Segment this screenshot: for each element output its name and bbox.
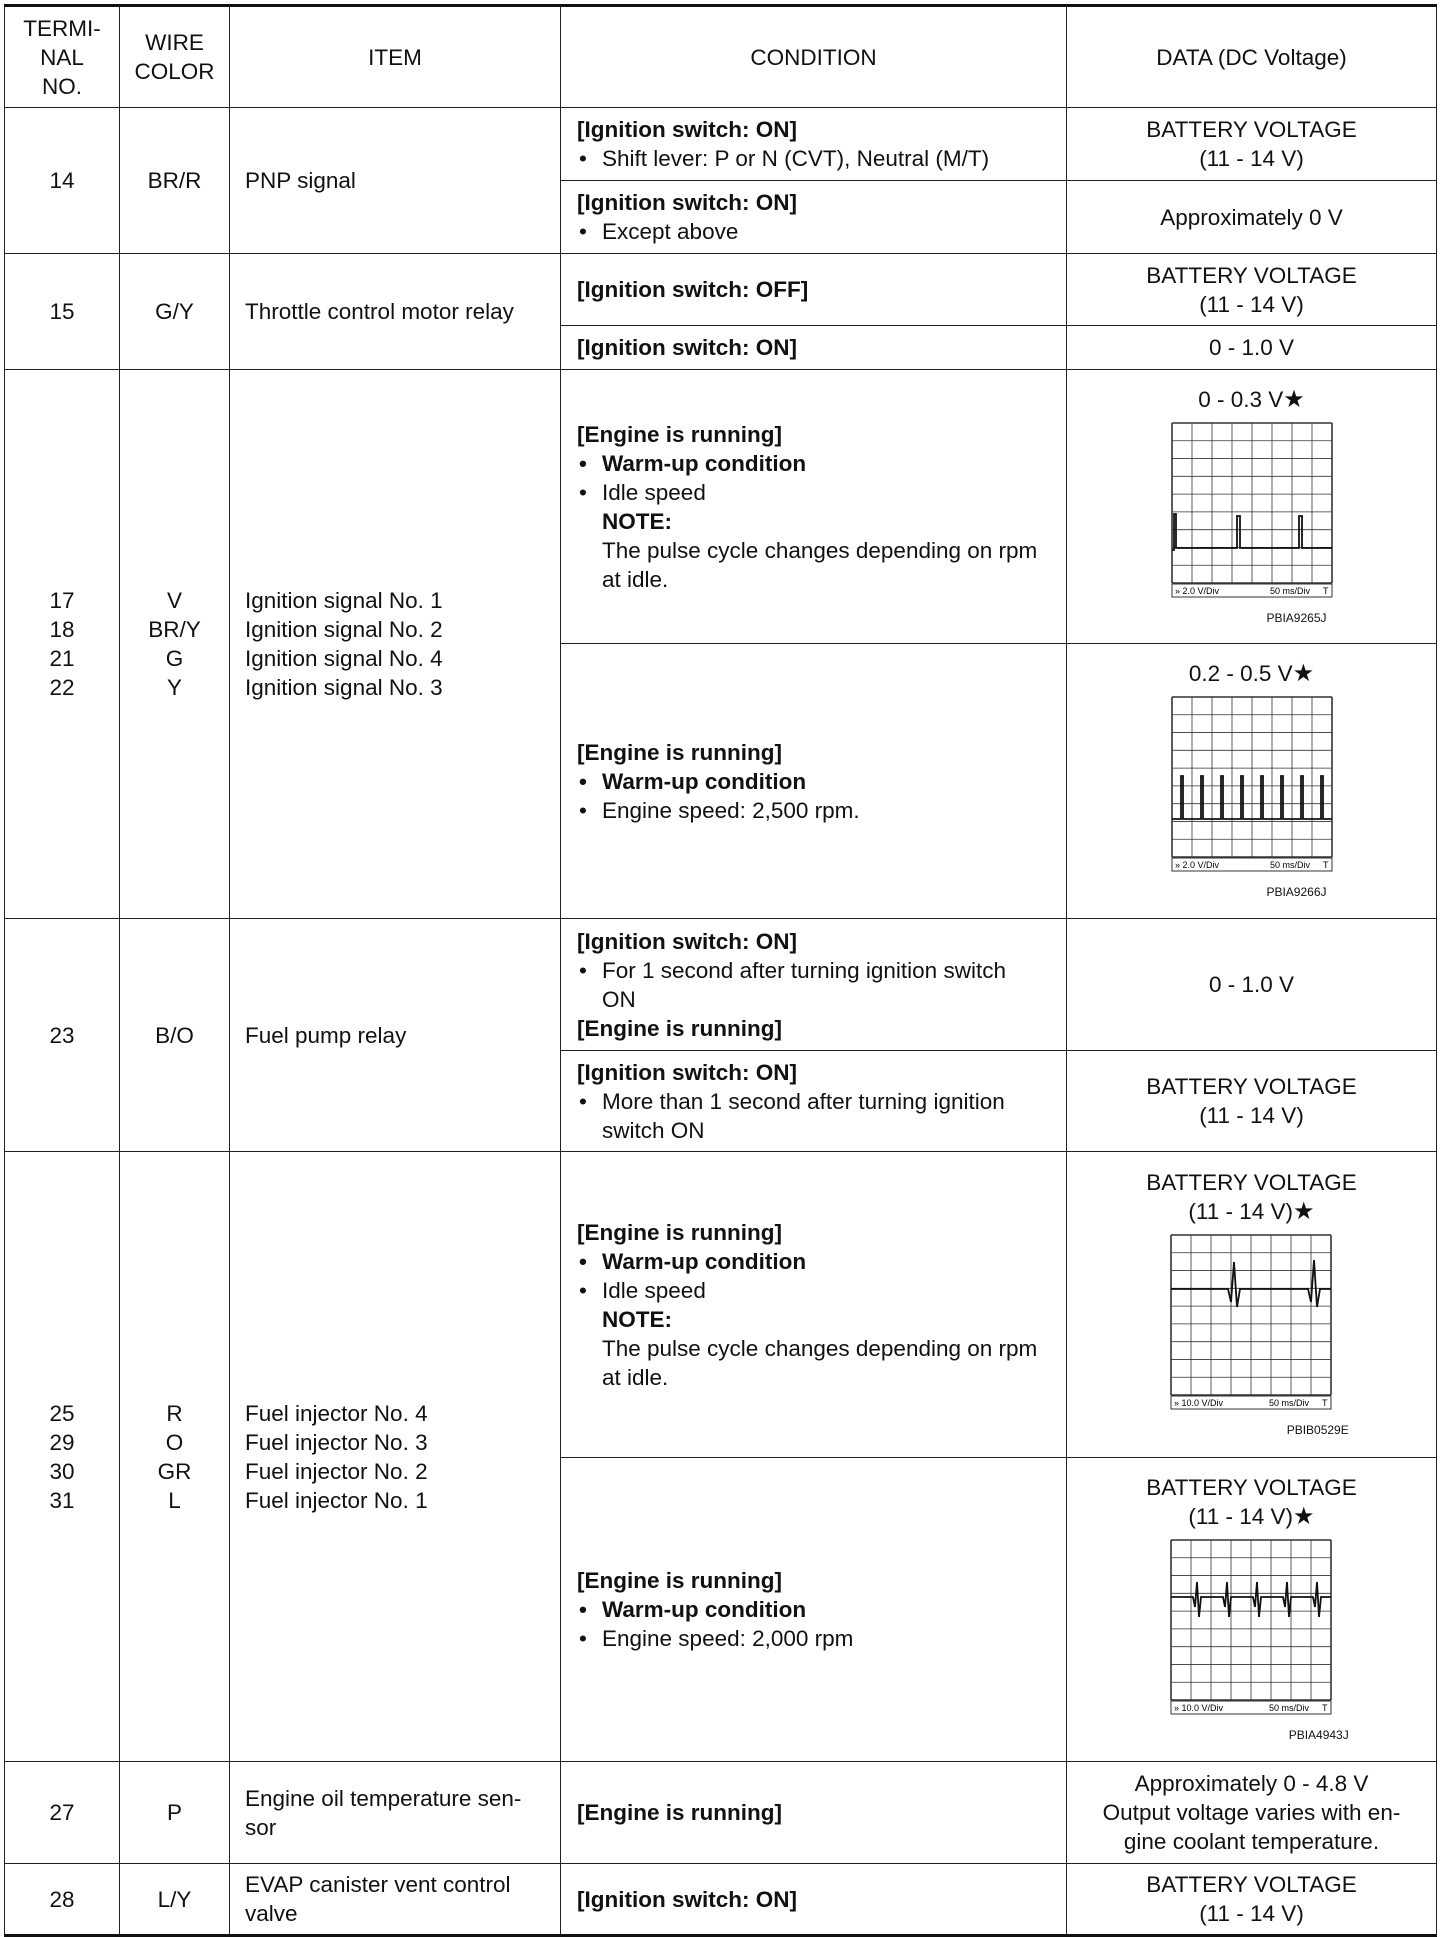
item-label: PNP signal xyxy=(230,108,561,254)
header-wire-l2: COLOR xyxy=(134,59,215,84)
terminal-no-line: 21 xyxy=(49,646,75,671)
scope-scale-volts: » 2.0 V/Div xyxy=(1174,860,1219,870)
condition-cell xyxy=(561,1152,1067,1458)
wire-color: B/O xyxy=(120,919,230,1152)
item-label: Fuel pump relay xyxy=(230,919,561,1152)
header-row xyxy=(5,6,1437,108)
scope-scale-volts: » 2.0 V/Div xyxy=(1174,585,1219,596)
item-line: Ignition signal No. 4 xyxy=(245,646,443,671)
waveform-figure xyxy=(1146,1473,1356,1742)
condition-bullet: • Warm-up condition xyxy=(577,1247,1066,1276)
figure-code: PBIA4943J xyxy=(1288,1728,1349,1742)
condition-heading: [Ignition switch: ON] xyxy=(577,190,797,215)
wire-color-line: V xyxy=(166,588,182,613)
table-row xyxy=(5,108,1437,181)
waveform-figure xyxy=(1146,1168,1356,1437)
condition-heading: [Engine is running] xyxy=(577,1568,782,1593)
data-line: BATTERY VOLTAGE xyxy=(1146,262,1357,288)
table-row xyxy=(5,370,1437,644)
data-cell xyxy=(1067,1762,1437,1864)
scope-grid xyxy=(1172,423,1332,583)
wire-color: L/Y xyxy=(120,1864,230,1936)
scope-trigger-mark: T xyxy=(1322,1398,1328,1408)
table-row xyxy=(5,1864,1437,1936)
terminal-no: 28 xyxy=(5,1864,120,1936)
waveform-title-text: 0.2 - 0.5 V xyxy=(1188,661,1293,686)
scope-grid xyxy=(1171,1540,1331,1700)
data-line: Output voltage varies with en- xyxy=(1102,1800,1401,1825)
terminal-no xyxy=(5,370,120,919)
figure-code: PBIA9266J xyxy=(1266,885,1327,899)
scope-trigger-mark: T xyxy=(1322,585,1328,596)
wire-color-line: L xyxy=(168,1487,181,1513)
condition-cell xyxy=(561,326,1067,370)
wire-color-line: BR/Y xyxy=(148,617,201,642)
condition-bullet: • For 1 second after turning ignition switch xyxy=(577,956,1066,985)
condition-heading: [Engine is running] xyxy=(577,739,782,765)
condition-cell xyxy=(561,1458,1067,1762)
header-terminal-l1: TERMI- xyxy=(23,15,101,41)
data-cell xyxy=(1067,1458,1437,1762)
data-cell: 0 - 1.0 V xyxy=(1067,919,1437,1051)
header-wire xyxy=(120,6,230,108)
scope-footer xyxy=(1171,1396,1331,1409)
header-terminal xyxy=(5,6,120,108)
waveform-title-text: 0 - 0.3 V xyxy=(1198,386,1284,412)
header-condition: CONDITION xyxy=(561,6,1067,108)
item-line: Engine oil temperature sen- xyxy=(245,1785,522,1811)
waveform-title-text: (11 - 14 V) xyxy=(1188,1199,1294,1224)
condition-cell xyxy=(561,1864,1067,1936)
note-text: at idle. xyxy=(602,1364,669,1390)
wire-color-line: O xyxy=(165,1429,184,1455)
data-line: (11 - 14 V) xyxy=(1199,146,1304,171)
condition-heading: [Engine is running] xyxy=(577,1800,782,1825)
condition-cell xyxy=(561,644,1067,919)
waveform-title-text: BATTERY VOLTAGE xyxy=(1146,1170,1357,1195)
header-data: DATA (DC Voltage) xyxy=(1067,6,1437,108)
scope-footer xyxy=(1171,1701,1331,1714)
table-row xyxy=(5,254,1437,326)
header-terminal-l3: NO. xyxy=(41,73,82,99)
condition-heading: [Ignition switch: OFF] xyxy=(577,277,809,302)
oscilloscope-waveform xyxy=(1168,1537,1334,1717)
item-label: Throttle control motor relay xyxy=(230,254,561,370)
terminal-no-line: 25 xyxy=(49,1400,75,1426)
note-label: NOTE: xyxy=(602,508,672,534)
scope-scale-time: 50 ms/Div xyxy=(1269,585,1310,596)
wire-color-line: GR xyxy=(157,1458,192,1484)
condition-bullet: • Shift lever: P or N (CVT), Neutral (M/T) xyxy=(577,144,1066,173)
data-cell xyxy=(1067,108,1437,181)
terminal-no-line: 18 xyxy=(49,617,75,642)
item-line: sor xyxy=(245,1814,277,1840)
item-line: Fuel injector No. 3 xyxy=(245,1429,428,1455)
scope-grid xyxy=(1171,1235,1331,1395)
item-label xyxy=(230,1762,561,1864)
waveform-figure xyxy=(1169,659,1335,899)
note-text: The pulse cycle changes depending on rpm xyxy=(602,537,1038,563)
wire-color-line: R xyxy=(166,1400,183,1426)
item-label xyxy=(230,370,561,919)
wire-color: BR/R xyxy=(120,108,230,254)
data-cell xyxy=(1067,370,1437,644)
condition-bullet-cont: switch ON xyxy=(602,1117,705,1143)
condition-bullet: • Warm-up condition xyxy=(577,449,1066,478)
data-line: (11 - 14 V) xyxy=(1199,291,1304,317)
terminal-no-line: 30 xyxy=(49,1458,75,1484)
terminal-data-table xyxy=(4,4,1437,1937)
data-cell xyxy=(1067,1864,1437,1936)
terminal-no-line: 22 xyxy=(49,675,75,700)
terminal-no: 15 xyxy=(5,254,120,370)
terminal-no: 23 xyxy=(5,919,120,1152)
condition-cell xyxy=(561,1051,1067,1152)
note-text: at idle. xyxy=(602,566,669,592)
condition-heading: [Engine is running] xyxy=(577,421,782,447)
condition-cell xyxy=(561,181,1067,254)
scope-scale-time: 50 ms/Div xyxy=(1269,1398,1310,1408)
black-star-icon: ★ xyxy=(1293,1503,1315,1530)
note-label: NOTE: xyxy=(602,1306,672,1332)
data-cell xyxy=(1067,1152,1437,1458)
header-terminal-l2: NAL xyxy=(40,44,84,70)
item-label xyxy=(230,1864,561,1936)
oscilloscope-waveform xyxy=(1168,1232,1334,1412)
condition-heading: [Ignition switch: ON] xyxy=(577,1886,797,1912)
item-line: Ignition signal No. 2 xyxy=(245,617,443,642)
waveform-title xyxy=(1146,1473,1356,1531)
scope-footer xyxy=(1172,584,1332,597)
figure-code: PBIA9265J xyxy=(1266,610,1327,625)
black-star-icon: ★ xyxy=(1292,660,1315,687)
scope-trigger-mark: T xyxy=(1322,860,1328,870)
terminal-no xyxy=(5,1152,120,1762)
item-line: Ignition signal No. 3 xyxy=(245,675,443,700)
condition-bullet: • Idle speed xyxy=(577,1276,1066,1305)
condition-bullet: • More than 1 second after turning ignition xyxy=(577,1087,1066,1116)
data-cell xyxy=(1067,644,1437,919)
condition-cell xyxy=(561,919,1067,1051)
note-text: The pulse cycle changes depending on rpm xyxy=(602,1335,1038,1361)
data-line: (11 - 14 V) xyxy=(1199,1901,1304,1926)
black-star-icon: ★ xyxy=(1293,1198,1315,1225)
condition-bullet: • Warm-up condition xyxy=(577,1595,1066,1624)
condition-bullet: • Engine speed: 2,500 rpm. xyxy=(577,796,1066,825)
wire-color: P xyxy=(120,1762,230,1864)
data-line: BATTERY VOLTAGE xyxy=(1146,1074,1357,1099)
table-row xyxy=(5,919,1437,1051)
waveform-figure xyxy=(1169,385,1335,625)
black-star-icon: ★ xyxy=(1283,385,1305,413)
data-cell xyxy=(1067,254,1437,326)
terminal-no-line: 31 xyxy=(49,1487,75,1513)
waveform-title xyxy=(1169,659,1335,688)
terminal-no-line: 29 xyxy=(49,1429,75,1455)
scope-trigger-mark: T xyxy=(1322,1703,1328,1713)
condition-bullet: • Except above xyxy=(577,217,1066,246)
oscilloscope-waveform xyxy=(1169,420,1335,600)
data-cell: 0 - 1.0 V xyxy=(1067,326,1437,370)
condition-cell xyxy=(561,254,1067,326)
item-label xyxy=(230,1152,561,1762)
table-row xyxy=(5,1152,1437,1458)
scope-grid xyxy=(1172,697,1332,857)
item-line: Fuel injector No. 4 xyxy=(245,1400,428,1426)
condition-heading: [Ignition switch: ON] xyxy=(577,335,797,360)
item-line: Ignition signal No. 1 xyxy=(245,588,443,613)
header-item: ITEM xyxy=(230,6,561,108)
data-line: Approximately 0 - 4.8 V xyxy=(1134,1771,1369,1796)
scope-scale-time: 50 ms/Div xyxy=(1269,860,1310,870)
condition-heading: [Ignition switch: ON] xyxy=(577,1059,797,1085)
data-cell xyxy=(1067,1051,1437,1152)
data-line: BATTERY VOLTAGE xyxy=(1146,1872,1357,1897)
wire-color: G/Y xyxy=(120,254,230,370)
condition-heading: [Ignition switch: ON] xyxy=(577,117,797,142)
condition-heading: [Engine is running] xyxy=(577,1219,782,1245)
waveform-title xyxy=(1146,1168,1356,1226)
terminal-no: 27 xyxy=(5,1762,120,1864)
waveform-title-text: (11 - 14 V) xyxy=(1188,1504,1294,1529)
condition-heading: [Ignition switch: ON] xyxy=(577,928,797,954)
data-cell: Approximately 0 V xyxy=(1067,181,1437,254)
condition-bullet: • Engine speed: 2,000 rpm xyxy=(577,1624,1066,1653)
figure-code: PBIB0529E xyxy=(1286,1423,1349,1437)
item-line: Fuel injector No. 2 xyxy=(245,1458,428,1484)
data-line: gine coolant temperature. xyxy=(1123,1829,1380,1854)
item-line: Fuel injector No. 1 xyxy=(245,1487,428,1513)
wire-color-line: Y xyxy=(166,675,182,700)
condition-heading: [Engine is running] xyxy=(577,1015,782,1041)
header-wire-l1: WIRE xyxy=(145,30,204,55)
scope-footer xyxy=(1172,858,1332,871)
condition-cell xyxy=(561,370,1067,644)
data-line: BATTERY VOLTAGE xyxy=(1146,117,1357,142)
item-line: valve xyxy=(245,1901,298,1926)
scope-scale-time: 50 ms/Div xyxy=(1269,1703,1310,1713)
wire-color xyxy=(120,370,230,919)
condition-bullet: • Warm-up condition xyxy=(577,767,1066,796)
waveform-title-text: BATTERY VOLTAGE xyxy=(1146,1475,1357,1500)
wire-color-line: G xyxy=(165,646,184,671)
table-row xyxy=(5,1762,1437,1864)
condition-cell xyxy=(561,1762,1067,1864)
oscilloscope-waveform xyxy=(1169,694,1335,874)
scope-scale-volts: » 10.0 V/Div xyxy=(1174,1703,1224,1713)
condition-bullet-cont: ON xyxy=(602,986,636,1012)
data-line: (11 - 14 V) xyxy=(1199,1103,1304,1128)
scope-scale-volts: » 10.0 V/Div xyxy=(1174,1398,1224,1408)
wire-color xyxy=(120,1152,230,1762)
condition-bullet: • Idle speed xyxy=(577,478,1066,507)
condition-cell xyxy=(561,108,1067,181)
terminal-no-line: 17 xyxy=(49,588,75,613)
terminal-no: 14 xyxy=(5,108,120,254)
waveform-title xyxy=(1169,385,1335,414)
item-line: EVAP canister vent control xyxy=(245,1872,511,1897)
